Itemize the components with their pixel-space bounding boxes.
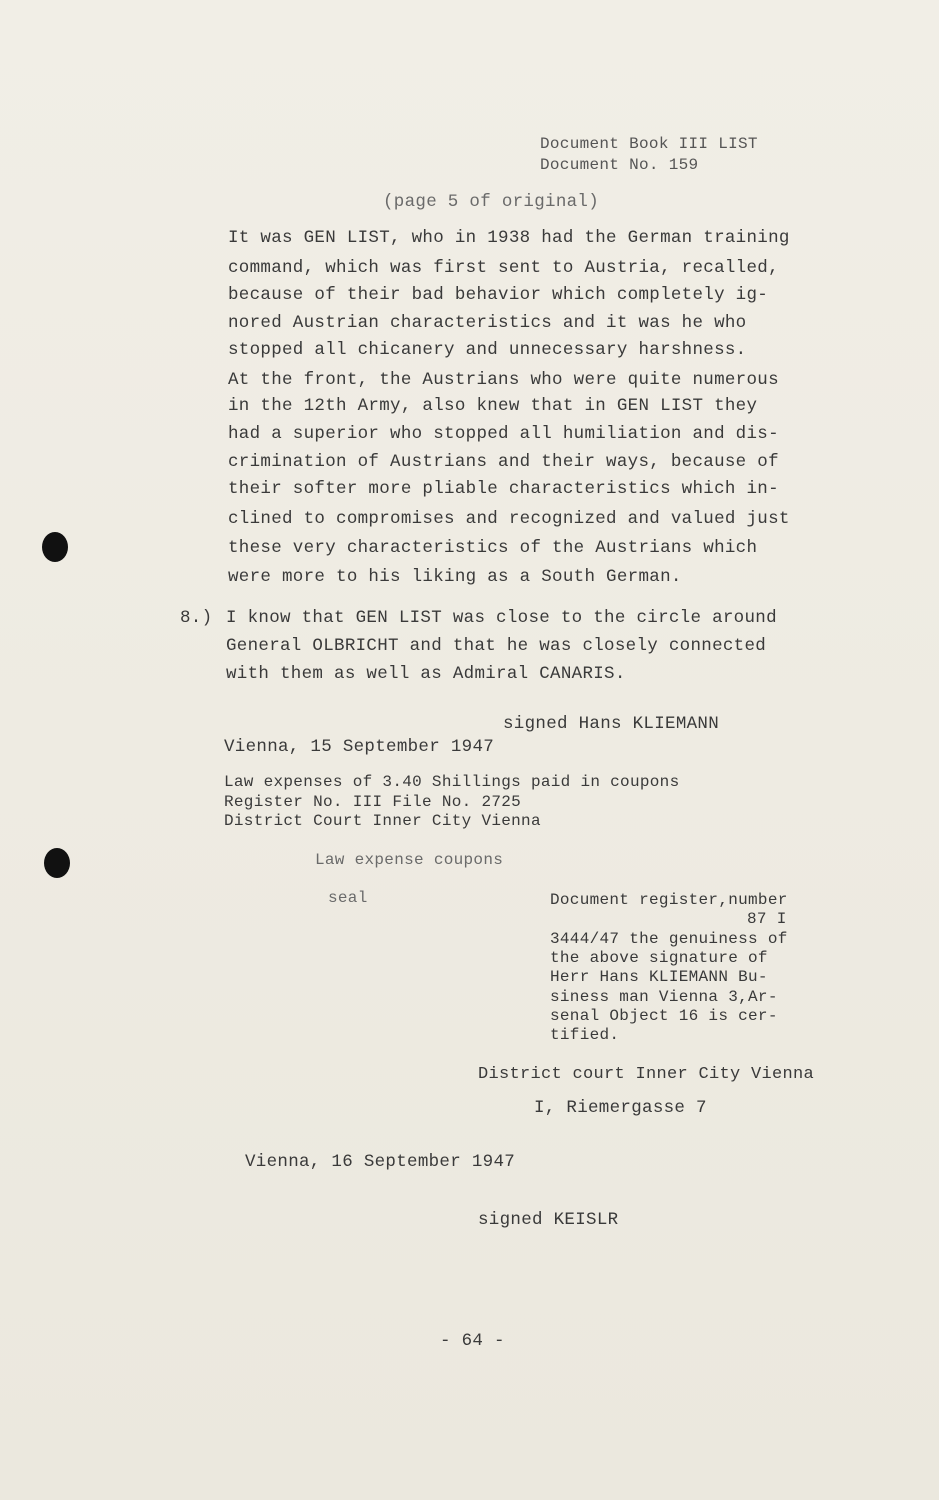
text-line: were more to his liking as a South German. [228, 567, 682, 587]
text-line: these very characteristics of the Austrians which [228, 538, 758, 558]
text-line: with them as well as Admiral CANARIS. [226, 664, 626, 684]
text-line: 87 I [747, 910, 787, 928]
text-line: 3444/47 the genuiness of [550, 930, 788, 948]
document-number-label: Document No. 159 [540, 156, 699, 174]
text-line: in the 12th Army, also knew that in GEN LIST they [228, 396, 758, 416]
text-line: I know that GEN LIST was close to the circle around [226, 608, 777, 628]
text-line: the above signature of [550, 949, 768, 967]
place-date-2: Vienna, 16 September 1947 [245, 1152, 516, 1172]
signature-keislr: signed KEISLR [478, 1210, 619, 1230]
text-line: District Court Inner City Vienna [224, 812, 541, 830]
paragraph-number: 8.) [180, 608, 213, 628]
text-line: tified. [550, 1026, 620, 1044]
text-line: stopped all chicanery and unnecessary harshness. [228, 340, 747, 360]
text-line: clined to compromises and recognized and valued just [228, 509, 790, 529]
text-line: siness man Vienna 3,Ar- [550, 988, 778, 1006]
text-line: had a superior who stopped all humiliation and dis- [228, 424, 779, 444]
text-line: Register No. III File No. 2725 [224, 793, 522, 811]
text-line: crimination of Austrians and their ways, because of [228, 452, 779, 472]
seal-label: seal [328, 889, 368, 907]
text-line: Herr Hans KLIEMANN Bu- [550, 968, 768, 986]
text-line: At the front, the Austrians who were quite numerous [228, 370, 779, 390]
text-line: General OLBRICHT and that he was closely connected [226, 636, 767, 656]
punch-hole-top [42, 532, 68, 562]
text-line: Document register,number [550, 891, 788, 909]
text-line: Law expenses of 3.40 Shillings paid in coupons [224, 773, 680, 791]
text-line: command, which was first sent to Austria, recalled, [228, 258, 779, 278]
page-number: - 64 - [440, 1331, 505, 1351]
text-line: because of their bad behavior which completely ig- [228, 285, 769, 305]
punch-hole-bottom [44, 848, 70, 878]
document-book-label: Document Book III LIST [540, 135, 758, 153]
court-address: I, Riemergasse 7 [534, 1098, 707, 1118]
law-expense-coupons-label: Law expense coupons [315, 851, 504, 869]
text-line: their softer more pliable characteristics which in- [228, 479, 779, 499]
signature-kliemann: signed Hans KLIEMANN [503, 714, 720, 734]
text-line: It was GEN LIST, who in 1938 had the German training [228, 228, 790, 248]
page-reference: (page 5 of original) [383, 192, 600, 212]
text-line: senal Object 16 is cer- [550, 1007, 778, 1025]
place-date-1: Vienna, 15 September 1947 [224, 737, 495, 757]
court-name: District court Inner City Vienna [478, 1065, 815, 1084]
text-line: nored Austrian characteristics and it was he who [228, 313, 747, 333]
